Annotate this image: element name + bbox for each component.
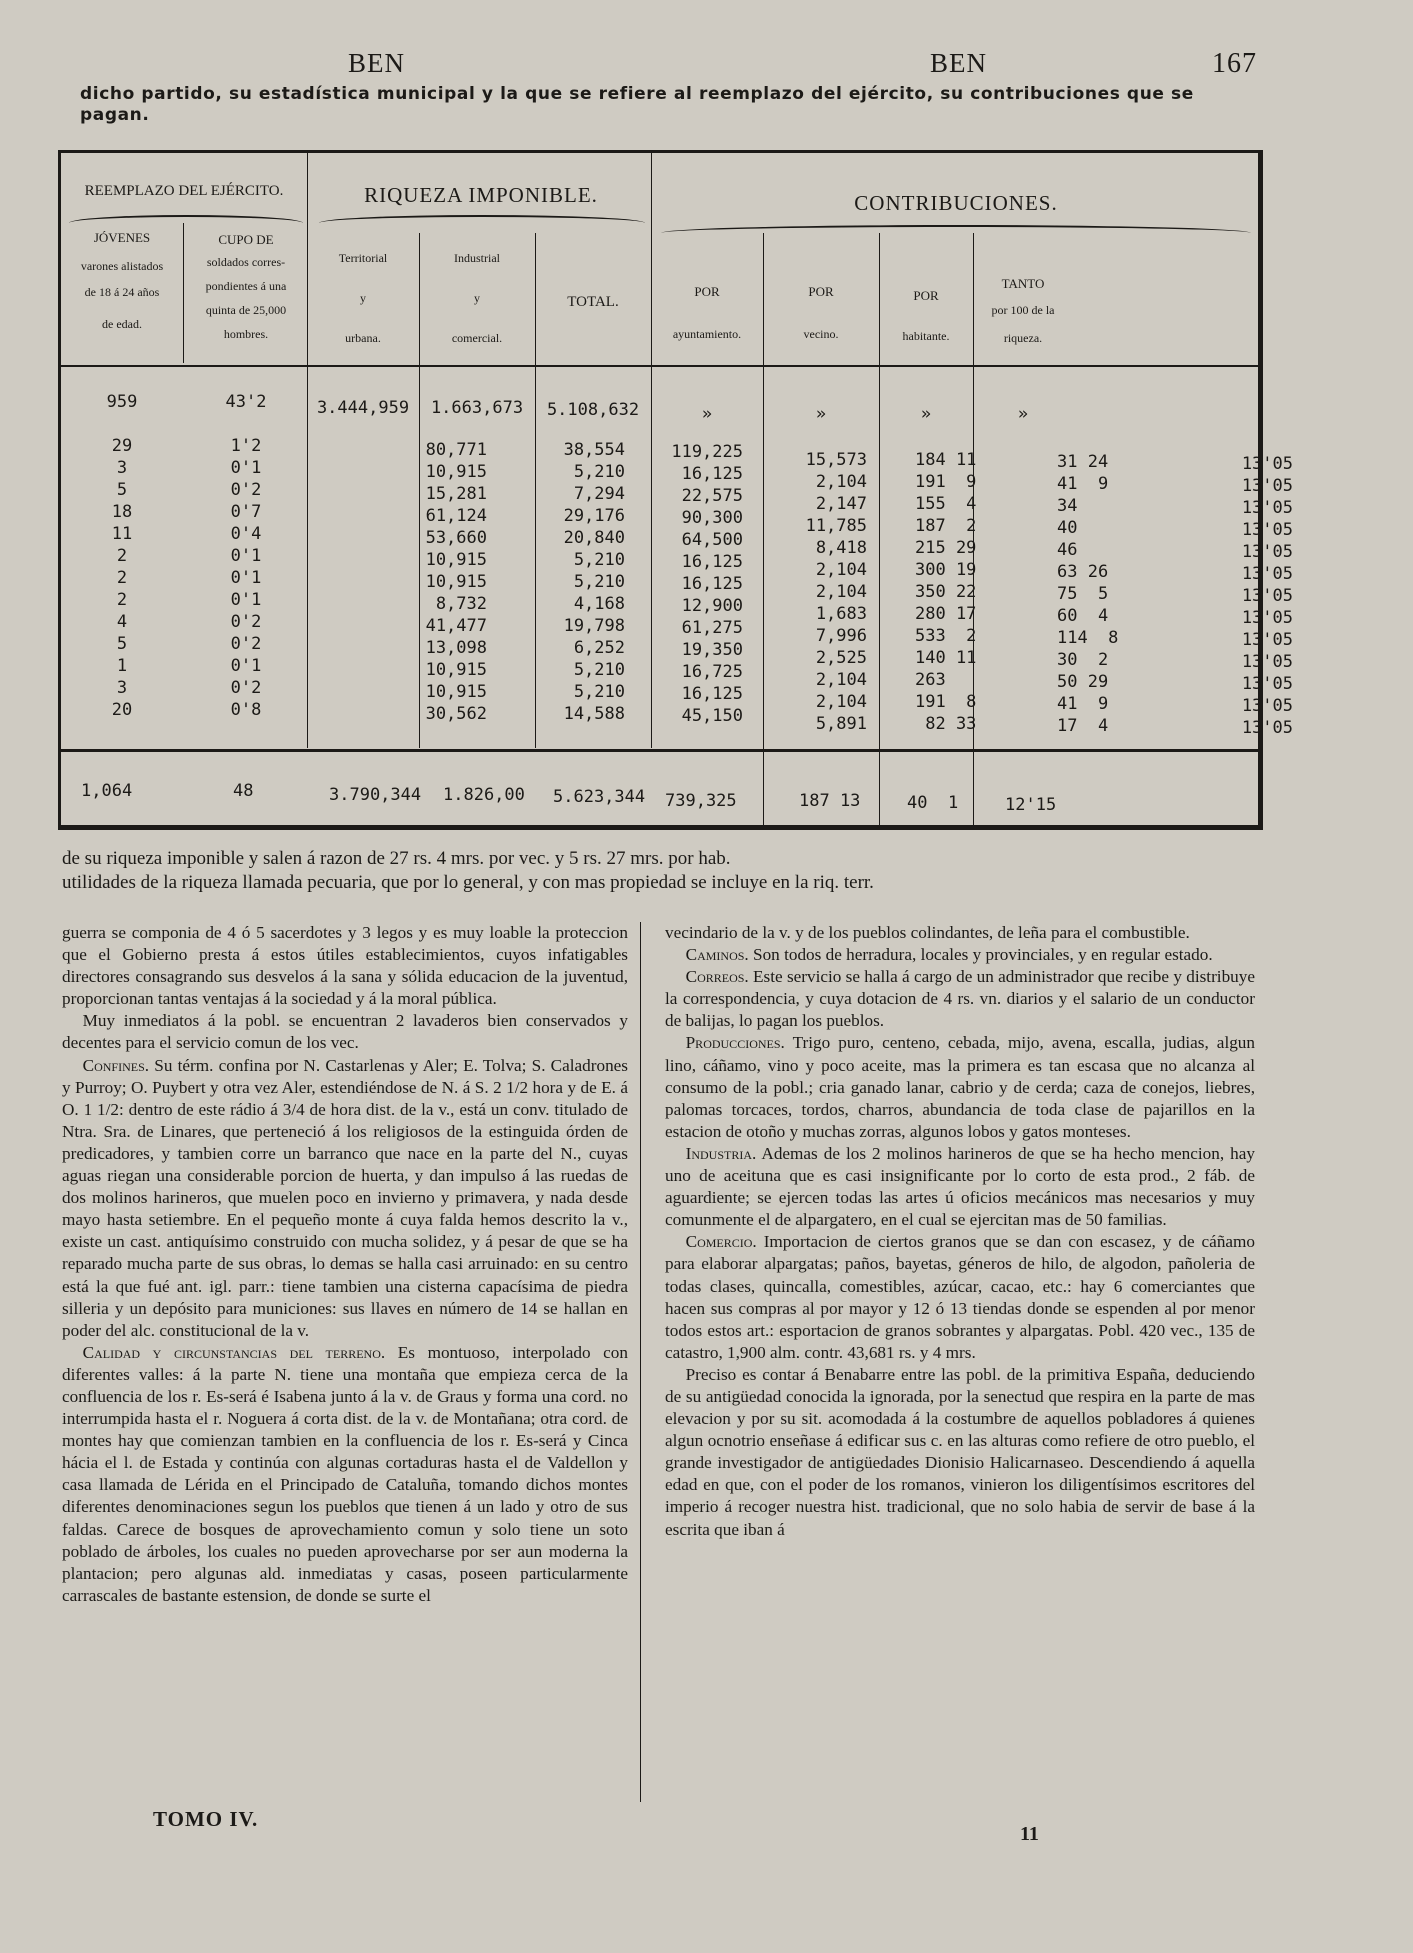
running-head-left: BEN — [348, 48, 405, 78]
statistics-table — [58, 150, 1293, 830]
left-p3-head: Confines. — [82, 1055, 150, 1075]
right-p6 — [665, 1231, 1255, 1364]
rule-v3 — [183, 223, 184, 363]
header-territorial-l3: urbana. — [345, 331, 381, 345]
header-cupo-l4: hombres. — [223, 327, 269, 341]
header-jovenes-l1: varones alistados — [80, 259, 164, 273]
summary-cupo: 43'2 — [225, 392, 267, 412]
total-industrial: 1.826,00 — [443, 785, 525, 805]
left-p3 — [62, 1055, 628, 1342]
group-contribuciones: CONTRIBUCIONES. — [854, 191, 1058, 215]
brace-riqueza — [319, 215, 645, 231]
header-industrial-l1: Industrial — [454, 251, 500, 265]
left-p4-body: Es montuoso, interpolado con diferentes valles: á la parte N. tiene una montaña que empieza cerca de la confluencia de los r. Es-será é Isabena junto á la v. de Graus y forma una cord. no interrumpida hasta el r. Noguera á corta dist. de la v. de Montañana; otra cord. de montes hay que comienzan tambien en la confluencia de los r. Es-será y Cinca hácia el l. de Estada y continúa con algunas cortaduras hasta el de Valdellon y casa llamada de Lérida en el Principado de Cataluña, tomando dichos montes diferentes denominaciones segun los pueblos que tienen á un lado y otro de sus faldas. Carece de bosques de aprovechamiento comun y solo tiene un soto poblado de árboles, los cuales no pueden aprovecharse por ser aun moderna la plantacion; pero algunas ald. inmediatas y casas, poseen particularmente carrascales de bastante estension, de donde se surte el — [62, 1342, 628, 1605]
rows-cupo: 1'2 0'1 0'2 0'7 0'4 0'1 0'1 0'1 0'2 0'2 0'1 0'2 0'8 — [230, 436, 262, 720]
header-cupo-title: CUPO DE — [218, 232, 274, 247]
table-intro-text: dicho partido, su estadística municipal y la que se refiere al reemplazo del ejército, su contribuciones que se pagan. — [80, 84, 1194, 125]
total-jovenes: 1,064 — [81, 781, 133, 801]
header-jovenes-l3: de edad. — [102, 317, 142, 331]
after-table-line-2: utilidades de la riqueza llamada pecuaria, que por lo general, y con mas propiedad se incluye en la riq. terr. — [62, 872, 874, 893]
signature-mark: 11 — [1020, 1823, 1039, 1845]
after-table-line-1: de su riqueza imponible y salen á razon de 27 rs. 4 mrs. por vec. y 5 rs. 27 mrs. por hab. — [62, 848, 731, 869]
right-p7: Preciso es contar á Benabarre entre las pobl. de la primitiva España, deduciendo de su antigüedad conocida la ignorada, por la senectud que respira en la parte de mas elevacion y por su sit. acomodada á la costumbre de aquellos pobladores á quienes algun ocnotrio enseñase á edificar sus c. en las alturas como refiere de otro pueblo, el grande investigador de antigüedades Dionisio Halicarnaseo. Descendiendo á aquella edad en que, con el poder de los romanos, vinieron los diligentísimos escritores del imperio á recoger nuestra hist. tradicional, que no solo habia de servir de base á la escrita que iban á — [665, 1364, 1255, 1539]
group-reemplazo: REEMPLAZO DEL EJÉRCITO. — [84, 183, 284, 199]
header-jovenes-title: JÓVENES — [93, 230, 151, 245]
header-cupo-l3: quinta de 25,000 — [205, 303, 287, 317]
summary-industrial: 1.663,673 — [430, 398, 524, 418]
left-p4 — [62, 1342, 628, 1607]
rows-total: 119,225 16,125 22,575 90,300 64,500 16,125 16,125 12,900 61,275 19,350 16,725 16,125 45,150 — [671, 442, 743, 726]
header-tanto-l3: riqueza. — [1003, 331, 1043, 345]
right-p3-head: Correos. — [685, 967, 749, 987]
left-column — [62, 922, 628, 1607]
brace-contribuciones — [661, 225, 1251, 241]
rows-jovenes: 29 3 5 18 11 2 2 2 4 5 1 3 20 — [111, 436, 133, 720]
running-head-right: BEN — [930, 48, 987, 78]
summary-vecino: » — [815, 404, 827, 424]
column-divider — [640, 922, 641, 1802]
right-p4-head: Producciones. — [685, 1033, 785, 1053]
left-p1: guerra se componia de 4 ó 5 sacerdotes y 3 legos y es muy loable la proteccion que el Gobierno presta á estos útiles establecimientos, cuyos infatigables directores consagrando sus desvelos á la sana y sólida educacion de la juventud, proporcionan tantas ventajas á la sociedad y á la moral pública. — [62, 923, 628, 1009]
summary-jovenes: 959 — [106, 392, 138, 412]
total-habitante: 40 1 — [907, 793, 959, 813]
total-cupo: 48 — [233, 781, 254, 801]
header-habitante-l1: POR — [913, 288, 939, 303]
rule-h-totals — [61, 749, 1261, 752]
rows-tanto: 13'05 13'05 13'05 13'05 13'05 13'05 13'05 13'05 13'05 13'05 13'05 13'05 13'05 — [1241, 454, 1293, 738]
right-p3 — [665, 966, 1255, 1032]
rows-territorial: 80,771 10,915 15,281 61,124 53,660 10,915 10,915 8,732 41,477 13,098 10,915 10,915 30,562 — [425, 440, 487, 724]
right-p2 — [665, 944, 1255, 966]
header-industrial-l3: comercial. — [451, 331, 503, 345]
right-p2-body: Son todos de herradura, locales y provinciales, y en regular estado. — [753, 945, 1213, 965]
total-ayunt: 739,325 — [665, 791, 737, 811]
group-riqueza: RIQUEZA IMPONIBLE. — [364, 183, 598, 207]
rows-industrial: 38,554 5,210 7,294 29,176 20,840 5,210 5,210 4,168 19,798 6,252 5,210 5,210 14,588 — [563, 440, 625, 724]
right-p4 — [665, 1032, 1255, 1142]
total-total: 5.623,344 — [553, 787, 646, 807]
header-cupo-l1: soldados corres- — [206, 255, 286, 269]
header-vecino-l1: POR — [808, 284, 834, 299]
right-p5-head: Industria. — [685, 1143, 757, 1163]
header-jovenes-l2: de 18 á 24 años — [84, 285, 160, 299]
right-column — [665, 922, 1255, 1541]
right-p6-head: Comercio. — [685, 1232, 757, 1252]
volume-label: TOMO IV. — [153, 1807, 259, 1831]
total-vecino: 187 13 — [799, 791, 861, 811]
left-p4-head: Calidad y circunstancias del terreno. — [82, 1342, 386, 1362]
right-p2-head: Caminos. — [685, 945, 749, 965]
header-industrial-l2: y — [474, 291, 480, 305]
right-p5 — [665, 1143, 1255, 1231]
page-number: 167 — [1212, 48, 1257, 79]
right-p3-body: Este servicio se halla á cargo de un administrador que recibe y distribuye la correspondencia, y cuya dotacion de 4 rs. vn. diarios y el salario de un conductor de balijas, lo pagan los pueblos. — [665, 967, 1255, 1031]
right-p5-body: Ademas de los 2 molinos harineros de que se ha hecho mencion, hay uno de aceituna que es casi insignificante por lo corto de esta prod., 2 fáb. de aguardiente; se ejercen todas las artes ú oficios mecánicos mas necesarios y muy comunmente el de alpargatero, en el cual se ejercitan mas de 50 familias. — [665, 1143, 1255, 1230]
summary-tanto: » — [1017, 404, 1029, 424]
rows-habitante: 31 24 41 9 34 40 46 63 26 75 5 60 4 114 8 30 2 50 29 41 9 17 4 — [1057, 452, 1119, 736]
header-total: TOTAL. — [567, 294, 619, 310]
left-p3-body: Su térm. confina por N. Castarlenas y Aler; E. Tolva; S. Caladrones y Purroy; O. Puybert y otra vez Aler, estendiéndose de N. á S. 2 1/2 hora y de E. á O. 1 1/2: dentro de este rádio á 3/4 de hora dist. de la v., está un conv. titulado de Ntra. Sra. de Linares, que perteneció á los religiosos de la estinguida órden de predicadores, y tambien corre un barranco que nace en la parte del N., cuyas aguas riegan una considerable porcion de huerta, y dan impulso á las ruedas de dos molinos harineros, que muelen poco en invierno y primavera, y nada desde mayo hasta setiembre. En el pequeño monte á cuya falda hemos descrito la v., existe un cast. antiquísimo construido con mucha solidez, y á pesar de que se ha reparado mucha parte de sus obras, lo demas se halla casi arruinado: en su centro está la que fué ant. igl. parr.: tiene tambien una cisterna capacísima de piedra silleria y un depósito para municiones: sus llaves en número de 14 se hallan en poder del alc. constitucional de la v. — [62, 1055, 628, 1340]
header-ayunt-l2: ayuntamiento. — [672, 327, 742, 341]
summary-ayunt: » — [701, 404, 713, 424]
summary-habitante: » — [920, 404, 932, 424]
header-territorial-l2: y — [360, 291, 366, 305]
summary-territorial: 3.444,959 — [316, 398, 410, 418]
header-ayunt-l1: POR — [694, 284, 720, 299]
left-p2: Muy inmediatos á la pobl. se encuentran 2 lavaderos bien conservados y decentes para el servicio comun de los vec. — [62, 1011, 628, 1053]
rows-vecino: 184 11 191 9 155 4 187 2 215 29 300 19 350 22 280 17 533 2 140 11 263 191 8 82 33 — [915, 450, 977, 734]
right-p1: vecindario de la v. y de los pueblos colindantes, de leña para el combustible. — [665, 923, 1190, 942]
total-territorial: 3.790,344 — [329, 785, 422, 805]
rule-h-header — [61, 365, 1261, 367]
header-vecino-l2: vecino. — [803, 327, 839, 341]
header-tanto-l1: TANTO — [1001, 276, 1045, 291]
header-habitante-l2: habitante. — [902, 329, 950, 343]
right-p6-body: Importacion de ciertos granos que se dan con escasez, y de cáñamo para elaborar alpargatas; paños, bayetas, géneros de hilo, de algodon, pañoleria de todas clases, quincalla, comestibles, azúcar, cacao, etc.: hay 6 comerciantes que hacen sus compras al por mayor y 12 ó 13 tiendas donde se espenden al por menor todos estos art.: esportacion de granos sobrantes y alpargatas. Pobl. 420 vec., 135 de catastro, 1,900 alm. contr. 43,681 rs. y 4 mrs. — [665, 1232, 1256, 1362]
right-p4-body: Trigo puro, centeno, cebada, mijo, avena, escalla, judias, algun lino, cáñamo, vino y poco aceite, mas la primera es tan escasa que no alcanza al consumo de la pobl.; cria ganado lanar, cabrio y de cerda; caza de conejos, liebres, palomas torcaces, tordos, charros, abundancia de toda clase de pajarillos en la estacion de otoño y muchas zorras, algunos lobos y gatos monteses. — [665, 1033, 1255, 1141]
header-cupo-l2: pondientes á una — [205, 279, 287, 293]
summary-total: 5.108,632 — [546, 400, 640, 420]
header-territorial-l1: Territorial — [338, 251, 388, 265]
rows-ayunt: 15,573 2,104 2,147 11,785 8,418 2,104 2,104 1,683 7,996 2,525 2,104 2,104 5,891 — [805, 450, 867, 734]
total-tanto: 12'15 — [1005, 795, 1057, 815]
header-tanto-l2: por 100 de la — [991, 303, 1055, 317]
